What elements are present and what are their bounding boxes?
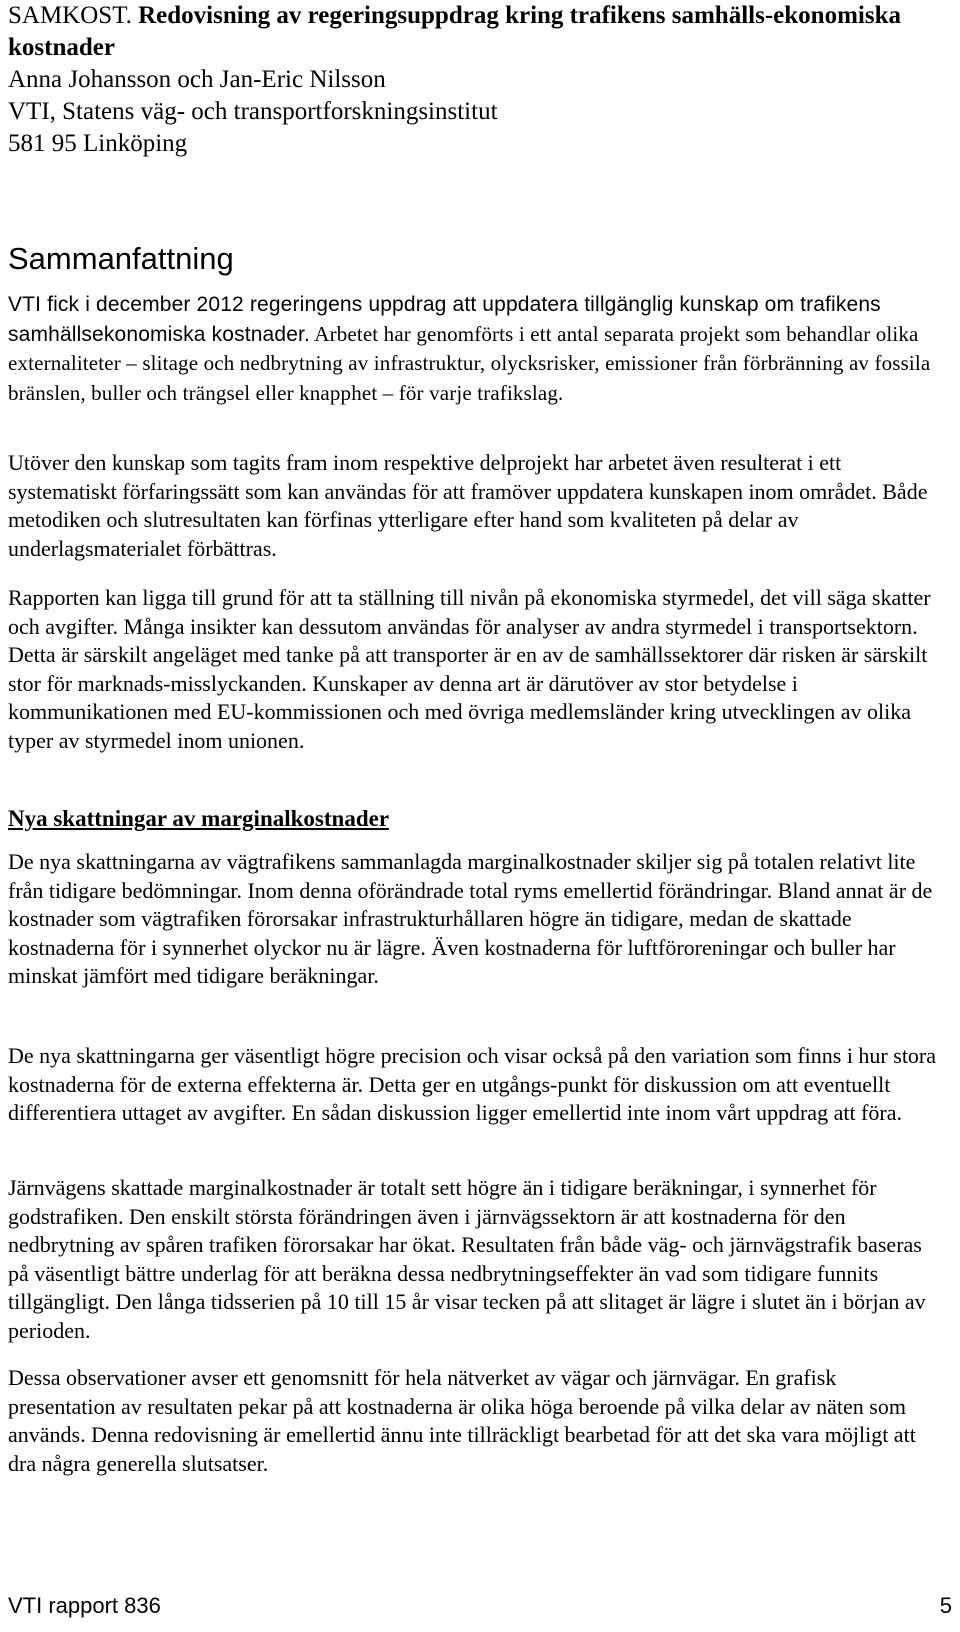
summary-heading: Sammanfattning	[8, 241, 234, 276]
summary-intro-part1: VTI fick i december 2012 regeringens uppdrag att uppdatera tillgänglig kunskap om trafikens samhällsekonomiska kostnader.	[8, 293, 881, 346]
summary-paragraph-3: Rapporten kan ligga till grund för att ta ställning till nivån på ekonomiska styrmedel, det vill säga skatter och avgifter. Många insikter kan dessutom användas för analyser av andra styrmedel i transportsektorn. Detta är särskilt angeläget med tanke på att transporter är en av de samhällssektorer där risken är särskilt stor för marknads-misslyckanden. Kunskaper av denna art är därutöver av stor betydelse i kommunikationen med EU-kommissionen och med övriga medlemsländer kring utvecklingen av olika typer av styrmedel inom unionen.	[8, 585, 931, 753]
title-lead: SAMKOST.	[8, 2, 132, 29]
section-paragraph-3: Järnvägens skattade marginalkostnader är totalt sett högre än i tidigare beräkningar, i synnerhet för godstrafiken. Den enskilt största förändringen även i järnvägssektorn är att kostnaderna för den nedbrytning av spåren trafiken förorsakar har ökat. Resultaten från både väg- och järnvägstrafik baseras på väsentligt bättre underlag för att beräkna dessa nedbrytningseffekter än vad som tidigare funnits tillgängligt. Den långa tidsserien på 10 till 15 år visar tecken på att slitaget är lägre i slutet än i början av perioden.	[8, 1175, 926, 1343]
page-number: 5	[939, 1593, 952, 1618]
address: 581 95 Linköping	[8, 130, 188, 157]
authors: Anna Johansson och Jan-Eric Nilsson	[8, 66, 386, 93]
summary-paragraph-2: Utöver den kunskap som tagits fram inom respektive delprojekt har arbetet även resulterat i ett systematiskt förfaringssätt som kan användas för att framöver uppdatera kunskapen inom området. Både metodiken och slutresultaten kan förfinas ytterligare efter hand som kvaliteten på delar av underlagsmaterialet förbättras.	[8, 450, 928, 561]
section-paragraph-2: De nya skattningarna ger väsentligt högre precision och visar också på den variation som finns i hur stora kostnaderna för de externa effekterna är. Detta ger en utgångs-punkt för diskussion om att eventuellt differentiera uttaget av avgifter. En sådan diskussion ligger emellertid inte inom vårt uppdrag att föra.	[8, 1043, 937, 1125]
report-number: VTI rapport 836	[8, 1593, 161, 1618]
report-title	[8, 0, 952, 64]
section-paragraph-1: De nya skattningarna av vägtrafikens sammanlagda marginalkostnader skiljer sig på totalen relativt lite från tidigare bedömningar. Inom denna oförändrade total ryms emellertid förändringar. Bland annat är de kostnader som vägtrafiken förorsakar infrastrukturhållaren högre än tidigare, medan de skattade kostnaderna för i synnerhet olyckor nu är lägre. Även kostnaderna för luftföroreningar och buller har minskat jämfört med tidigare beräkningar.	[8, 849, 933, 988]
institute: VTI, Statens väg- och transportforskningsinstitut	[8, 98, 498, 125]
section-paragraph-4: Dessa observationer avser ett genomsnitt för hela nätverket av vägar och järnvägar. En grafisk presentation av resultaten pekar på att kostnaderna är olika höga beroende på vilka delar av näten som används. Denna redovisning är emellertid ännu inte tillräckligt bearbetad för att det ska vara möjligt att dra några generella slutsatser.	[8, 1365, 916, 1476]
page-footer	[8, 1591, 952, 1621]
summary-intro-paragraph	[8, 291, 948, 408]
section-heading: Nya skattningar av marginalkostnader	[8, 806, 390, 831]
summary-intro-part2: Arbetet har genomförts i ett antal separata projekt som behandlar olika externaliteter – slitage och nedbrytning av infrastruktur, olycksrisker, emissioner från förbränning av fossila bränslen, buller och trängsel eller knapphet – för varje trafikslag.	[8, 321, 931, 405]
title-rest: Redovisning av regeringsuppdrag kring trafikens samhälls-ekonomiska kostnader	[8, 2, 901, 61]
report-header	[8, 0, 952, 160]
